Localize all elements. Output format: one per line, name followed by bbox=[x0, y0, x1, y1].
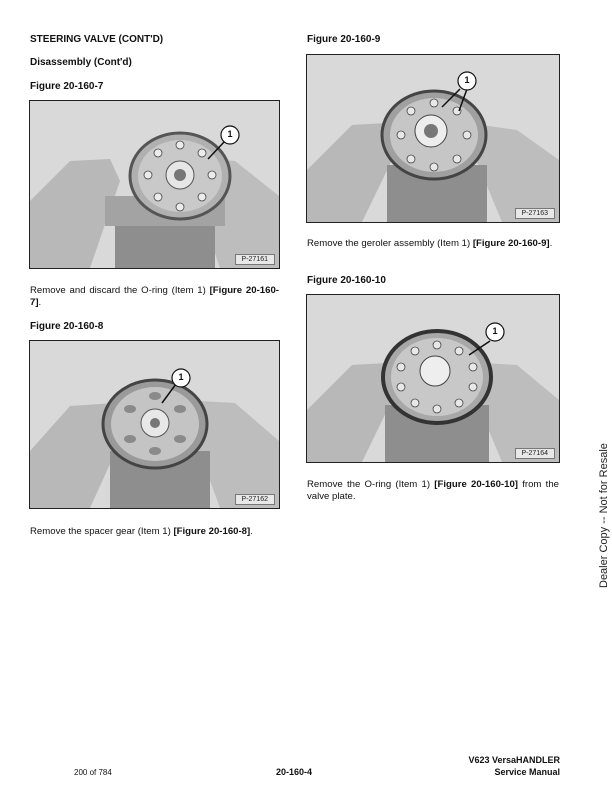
photo-id: P-27162 bbox=[235, 494, 275, 505]
side-watermark: Dealer Copy -- Not for Resale bbox=[598, 443, 610, 588]
photo-id: P-27161 bbox=[235, 254, 275, 265]
instruction-20-160-7: Remove and discard the O-ring (Item 1) [Figure 20-160-7]. bbox=[30, 285, 279, 308]
instruction-20-160-8: Remove the spacer gear (Item 1) [Figure 20-160-8]. bbox=[30, 526, 253, 537]
callout-number: 1 bbox=[227, 129, 233, 139]
instruction-20-160-10: Remove the O-ring (Item 1) [Figure 20-160-10] from the valve plate. bbox=[307, 479, 559, 502]
figure-label-20-160-9: Figure 20-160-9 bbox=[307, 34, 381, 45]
figure-label-20-160-10: Figure 20-160-10 bbox=[307, 275, 386, 286]
figure-photo-20-160-8 bbox=[29, 340, 280, 509]
figure-photo-20-160-7 bbox=[29, 100, 280, 269]
page-count: 200 of 784 bbox=[74, 768, 112, 777]
figure-reference: [Figure 20-160-9] bbox=[472, 238, 550, 249]
figure-photo-20-160-9 bbox=[306, 54, 560, 223]
instruction-20-160-9: Remove the geroler assembly (Item 1) [Figure 20-160-9]. bbox=[307, 238, 553, 249]
callout-number: 1 bbox=[464, 75, 470, 85]
subsection-heading: Disassembly (Cont'd) bbox=[30, 57, 132, 68]
manual-title: V623 VersaHANDLER bbox=[468, 755, 560, 765]
page-number: 20-160-4 bbox=[276, 767, 313, 777]
manual-subtitle: Service Manual bbox=[494, 767, 560, 777]
figure-label-20-160-7: Figure 20-160-7 bbox=[30, 81, 104, 92]
callout-number: 1 bbox=[492, 326, 498, 336]
figure-reference: [Figure 20-160-7] bbox=[30, 285, 279, 308]
figure-reference: [Figure 20-160-8] bbox=[173, 526, 251, 537]
figure-label-20-160-8: Figure 20-160-8 bbox=[30, 321, 104, 332]
photo-id: P-27163 bbox=[515, 208, 555, 219]
section-title: STEERING VALVE (CONT'D) bbox=[30, 34, 164, 45]
callout-number: 1 bbox=[178, 372, 184, 382]
figure-reference: [Figure 20-160-10] bbox=[434, 479, 518, 490]
figure-photo-20-160-10 bbox=[306, 294, 560, 463]
photo-id: P-27164 bbox=[515, 448, 555, 459]
